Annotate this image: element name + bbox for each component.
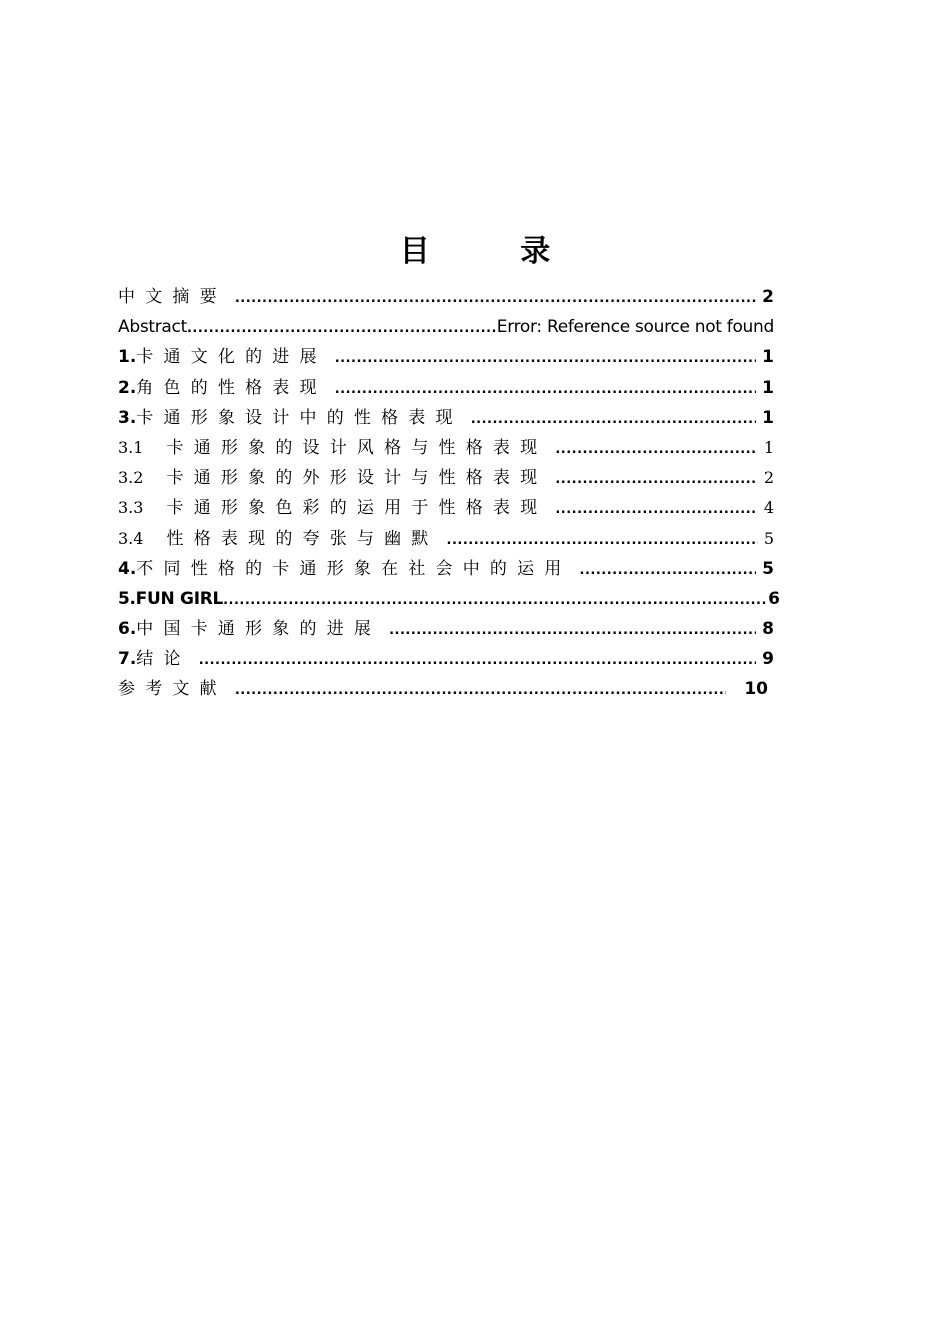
toc-entry-page: 6: [768, 588, 780, 609]
toc-entry-label: [118, 373, 327, 403]
toc-entry-page: 10: [744, 679, 768, 700]
toc-entry-text: Abstract: [118, 317, 187, 338]
toc-entry-label: [118, 342, 327, 372]
toc-entry[interactable]: [118, 674, 774, 704]
toc-entry-text: 结论: [136, 649, 191, 670]
toc-entry-page: 2: [763, 468, 774, 488]
toc-entry-label: [118, 524, 439, 554]
toc-entry-number: 6.: [118, 619, 137, 640]
toc-entry-text: 5.FUN GIRL: [118, 588, 224, 609]
toc-entry-page: 9: [762, 649, 774, 670]
toc-entry-number: 3.: [118, 407, 137, 428]
toc-title: 目 录: [399, 234, 591, 269]
toc-entry[interactable]: [118, 433, 774, 463]
toc-entry-text: 卡通文化的进展: [136, 347, 327, 368]
toc-entry-page: 1: [762, 347, 774, 368]
toc-entry-number: 3.1: [118, 437, 149, 457]
toc-entry-page: 1: [762, 377, 774, 398]
toc-entry-label: [118, 463, 547, 493]
toc-entry-label: [118, 433, 547, 463]
toc-entry-number: 4.: [118, 558, 137, 579]
toc-leader: [335, 344, 756, 374]
toc-entry[interactable]: [118, 614, 774, 644]
toc-entry[interactable]: [118, 282, 774, 312]
toc-entry-page: 4: [763, 498, 774, 518]
toc-entry-number: 3.2: [118, 468, 149, 488]
toc-entry[interactable]: [118, 554, 774, 584]
toc-leader: [335, 375, 756, 405]
toc-entry-label: [118, 493, 547, 523]
toc-entry-number: 3.3: [118, 498, 149, 518]
toc-leader: [580, 556, 757, 586]
toc-entry-text: 卡通形象设计中的性格表现: [136, 407, 463, 428]
toc-entry-page: Error: Reference source not found: [496, 317, 774, 338]
toc-entry[interactable]: [118, 524, 774, 554]
toc-entry-page: 1: [762, 407, 774, 428]
toc-entry-label: [118, 644, 191, 674]
toc-leader: [235, 676, 727, 706]
toc-entry-text: 卡通形象的外形设计与性格表现: [166, 468, 548, 489]
toc-entry[interactable]: [118, 463, 774, 493]
toc-leader: [199, 646, 756, 676]
toc-entry-number: 7.: [118, 649, 137, 670]
toc-entry-page: 5: [762, 558, 774, 579]
toc-entry-page: 8: [762, 619, 774, 640]
toc-leader: [471, 405, 756, 435]
toc-entry-text: 性格表现的夸张与幽默: [166, 528, 439, 549]
toc-leader: [555, 465, 757, 495]
toc-entry-number: 1.: [118, 347, 137, 368]
toc-entry-text: 中文摘要: [118, 287, 227, 307]
toc-entry-number: 2.: [118, 377, 137, 398]
toc-entry-text: 卡通形象的设计风格与性格表现: [166, 437, 548, 458]
toc-entry[interactable]: [118, 644, 774, 674]
toc-entry-number: 3.4: [118, 528, 149, 548]
toc-entry[interactable]: [118, 403, 774, 433]
toc-entry-text: 中国卡通形象的进展: [136, 619, 382, 640]
toc-leader: [447, 526, 758, 556]
toc-entry-page: 5: [763, 528, 774, 548]
toc-entry[interactable]: [118, 584, 780, 614]
toc-entry[interactable]: [118, 493, 774, 523]
toc-list: [118, 282, 780, 705]
toc-leader: [555, 495, 757, 525]
toc-entry[interactable]: [118, 373, 774, 403]
toc-entry-label: [118, 554, 572, 584]
toc-entry[interactable]: [118, 342, 774, 372]
toc-leader: [555, 435, 757, 465]
toc-entry-text: 参考文献: [118, 679, 227, 700]
toc-leader: [235, 284, 756, 314]
toc-entry-label: [118, 614, 381, 644]
toc-entry-page: 2: [762, 287, 774, 307]
toc-leader: [389, 616, 756, 646]
toc-entry-text: 不同性格的卡通形象在社会中的运用: [136, 558, 572, 579]
toc-entry[interactable]: [118, 312, 774, 342]
toc-entry-label: [118, 403, 463, 433]
toc-leader: [223, 586, 768, 616]
toc-entry-text: 卡通形象色彩的运用于性格表现: [166, 498, 548, 519]
toc-entry-page: 1: [763, 437, 774, 457]
toc-leader: [187, 314, 497, 344]
toc-entry-text: 角色的性格表现: [136, 377, 327, 398]
